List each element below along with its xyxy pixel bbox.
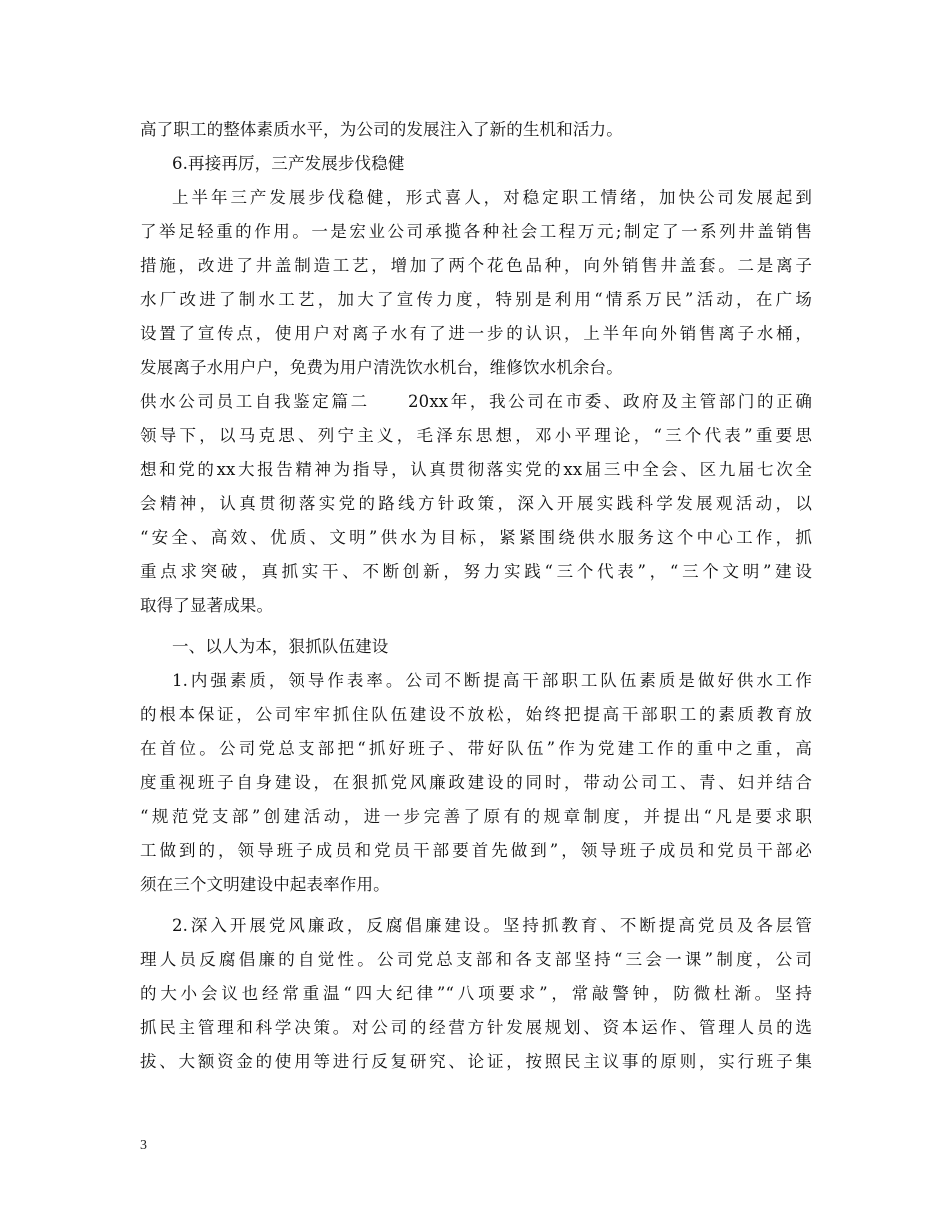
text-line: 重点求突破，真抓实干、不断创新，努力实践“三个代表”，“三个文明”建设: [140, 562, 812, 581]
page-number: 3: [140, 1138, 147, 1153]
text-line: 在首位。公司党总支部把“抓好班子、带好队伍”作为党建工作的重中之重，高: [140, 739, 812, 758]
text-line: 高了职工的整体素质水平，为公司的发展注入了新的生机和活力。: [140, 120, 623, 139]
text-line: 水厂改进了制水工艺，加大了宣传力度，特别是利用“情系万民”活动，在广场: [140, 290, 812, 309]
text-line: 的大小会议也经常重温“四大纪律”“八项要求”，常敲警钟，防微杜渐。坚持: [140, 984, 812, 1003]
text-line: “安全、高效、优质、文明”供水为目标，紧紧围绕供水服务这个中心工作，抓: [140, 528, 812, 547]
text-line: 领导下，以马克思、列宁主义，毛泽东思想，邓小平理论，“三个代表”重要思: [140, 426, 812, 445]
text-line: 须在三个文明建设中起表率作用。: [140, 875, 390, 894]
text-line: 度重视班子自身建设，在狠抓党风廉政建设的同时，带动公司工、青、妇并结合: [140, 773, 812, 792]
text-line: 的根本保证，公司牢牢抓住队伍建设不放松，始终把提高干部职工的素质教育放: [140, 705, 812, 724]
section-heading: 6.再接再厉，三产发展步伐稳健: [172, 154, 405, 173]
text-line: “规范党支部”创建活动，进一步完善了原有的规章制度，并提出“凡是要求职: [140, 807, 812, 826]
text-line: 会精神，认真贯彻落实党的路线方针政策，深入开展实践科学发展观活动，以: [140, 494, 812, 513]
text-line: 理人员反腐倡廉的自觉性。公司党总支部和各支部坚持“三会一课”制度，公司: [140, 950, 812, 969]
text-line: 拔、大额资金的使用等进行反复研究、论证，按照民主议事的原则，实行班子集: [140, 1052, 812, 1071]
text-line: 发展离子水用户户，免费为用户清洗饮水机台，维修饮水机余台。: [140, 358, 623, 377]
text-line: 取得了显著成果。: [140, 596, 274, 615]
document-body: [140, 113, 812, 1079]
section-heading: 一、以人为本，狠抓队伍建设: [172, 637, 389, 656]
text-line: 想和党的xx大报告精神为指导，认真贯彻落实党的xx届三中全会、区九届七次全: [140, 460, 812, 479]
text-line: 2.深入开展党风廉政，反腐倡廉建设。坚持抓教育、不断提高党员及各层管: [172, 916, 812, 935]
text-line: 措施，改进了井盖制造工艺，增加了两个花色品种，向外销售井盖套。二是离子: [140, 256, 812, 275]
text-line: 1.内强素质，领导作表率。公司不断提高干部职工队伍素质是做好供水工作: [172, 671, 812, 690]
text-line: 抓民主管理和科学决策。对公司的经营方针发展规划、资本运作、管理人员的选: [140, 1018, 812, 1037]
text-line: 设置了宣传点，使用户对离子水有了进一步的认识，上半年向外销售离子水桶，: [140, 324, 812, 343]
text-line: 了举足轻重的作用。一是宏业公司承揽各种社会工程万元;制定了一系列井盖销售: [140, 222, 812, 241]
article-title-line: 供水公司员工自我鉴定篇二 20xx年，我公司在市委、政府及主管部门的正确: [140, 392, 812, 411]
text-line: 工做到的，领导班子成员和党员干部要首先做到”，领导班子成员和党员干部必: [140, 841, 812, 860]
text-line: 上半年三产发展步伐稳健，形式喜人，对稳定职工情绪，加快公司发展起到: [172, 188, 812, 207]
